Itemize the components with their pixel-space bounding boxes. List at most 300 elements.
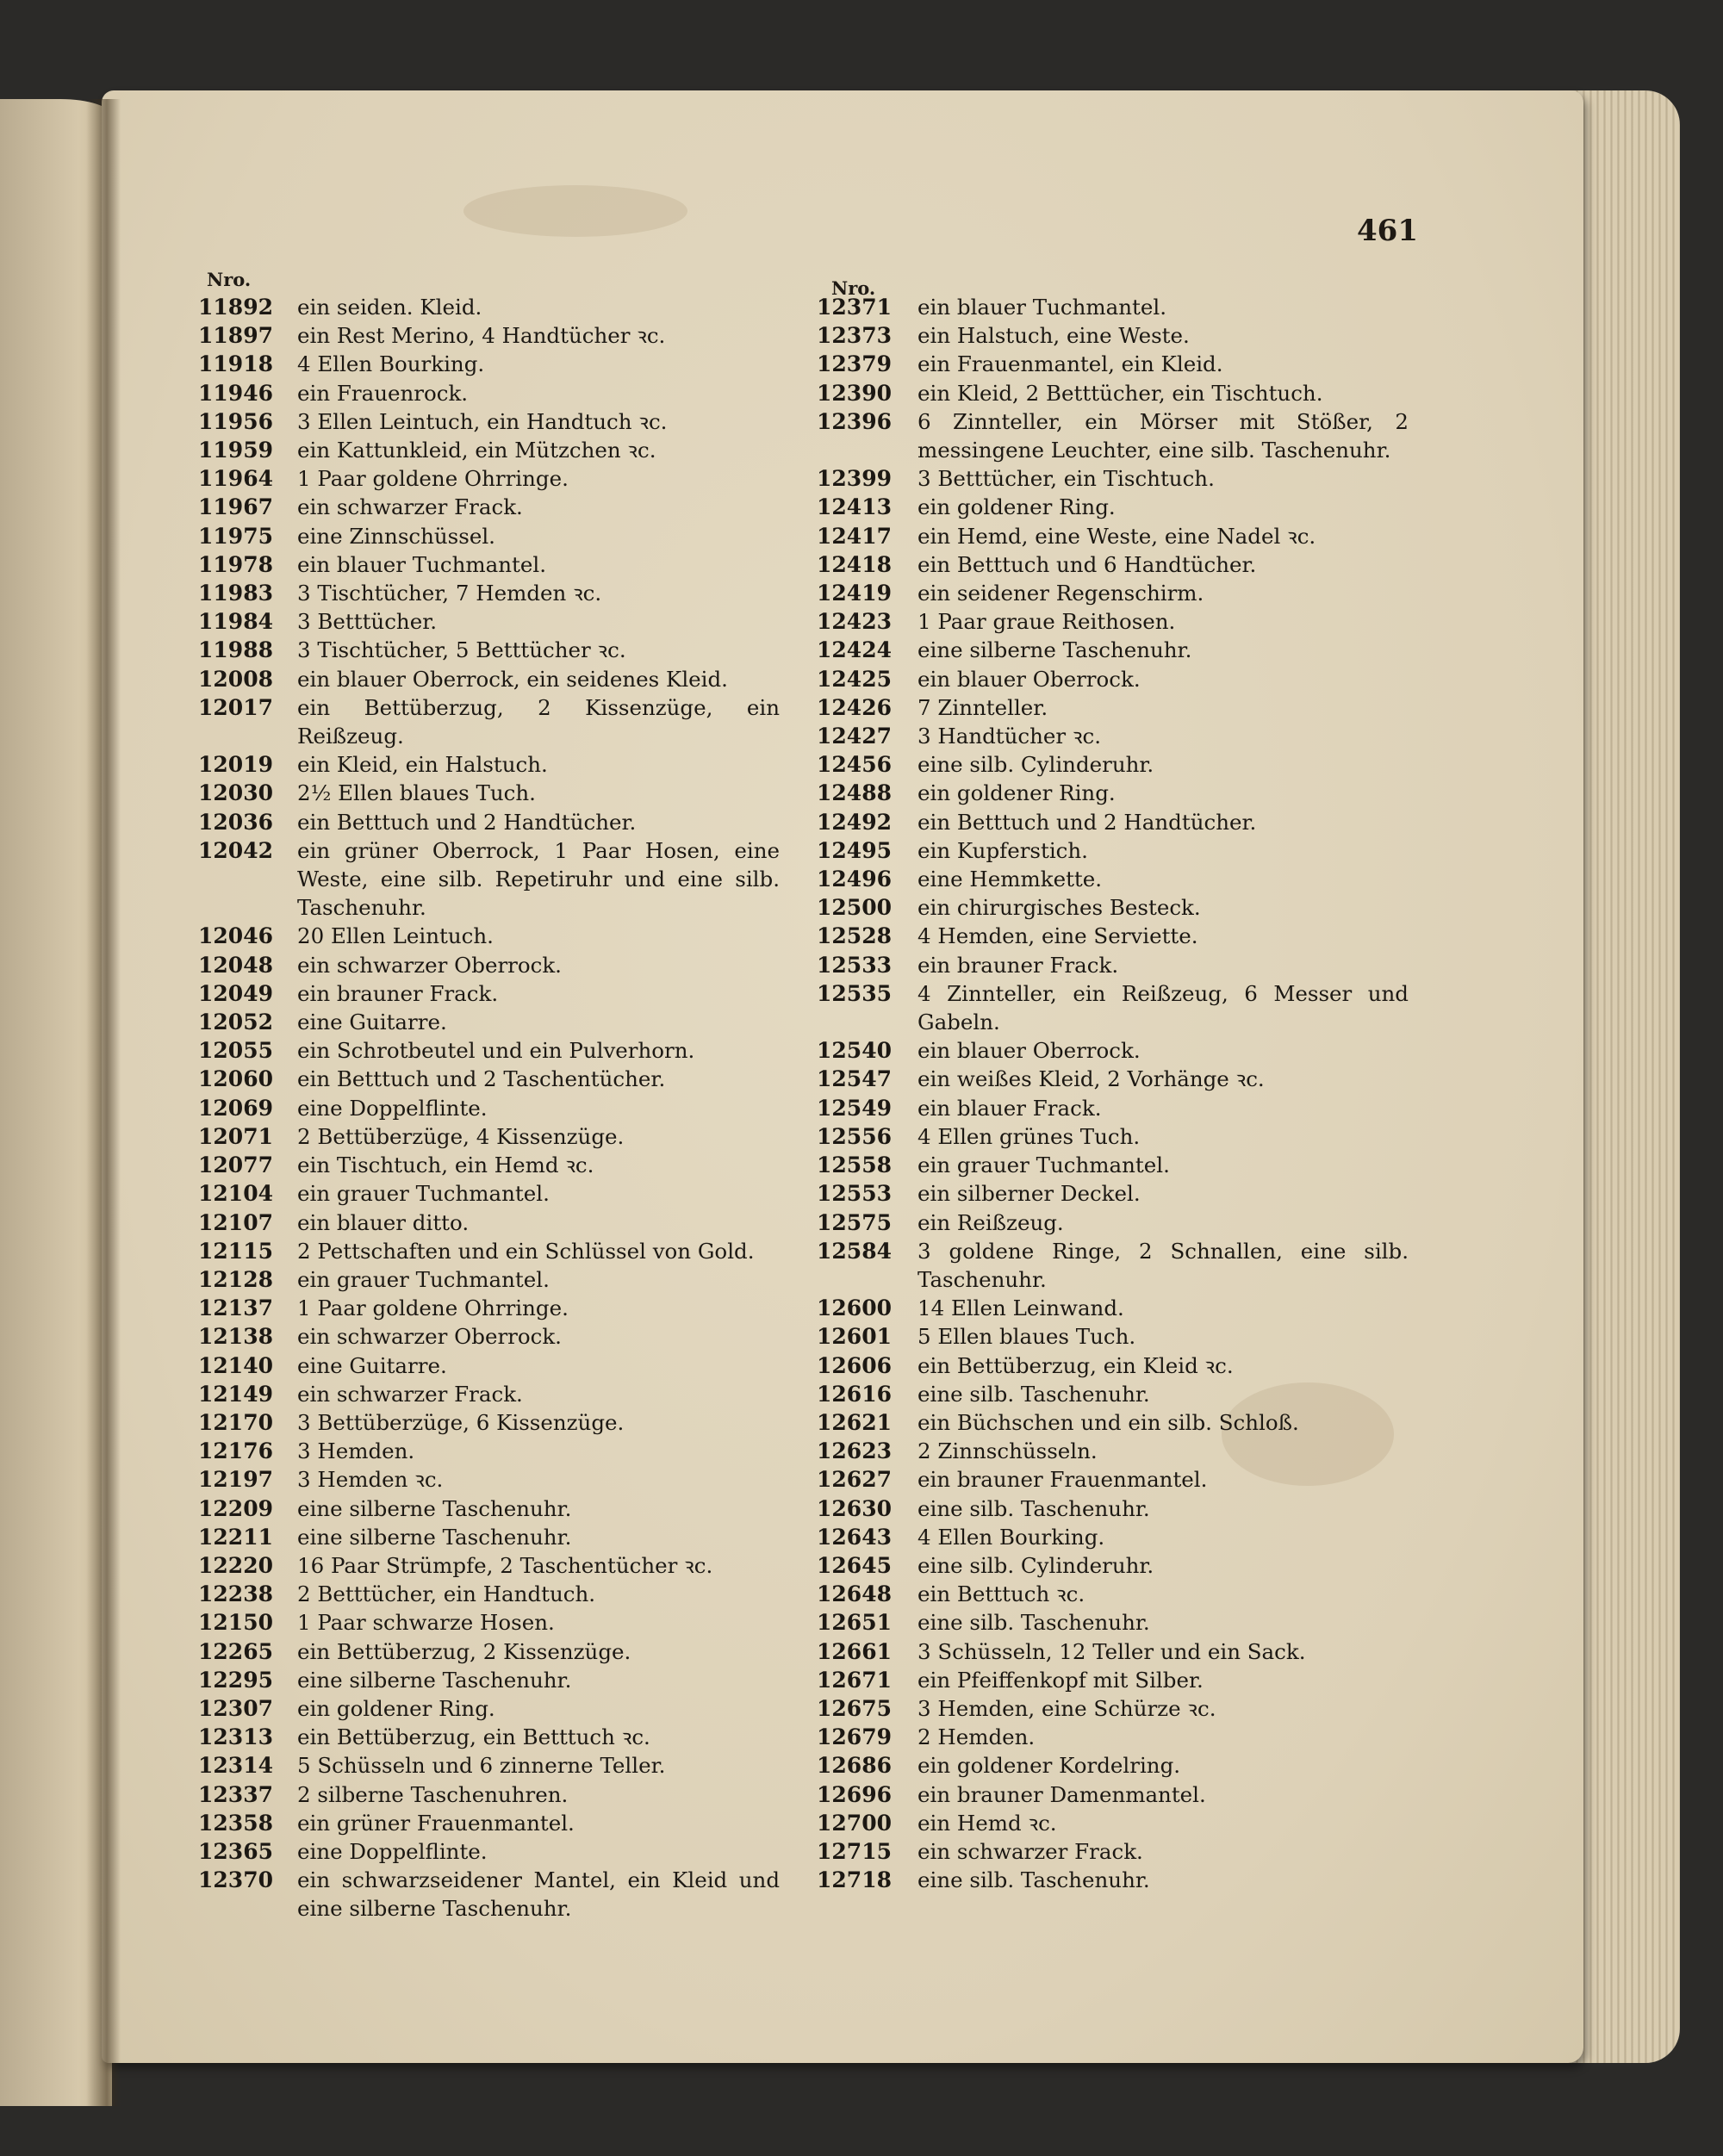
list-item [793,1780,1409,1809]
item-number: 12419 [817,581,892,606]
list-item [793,1694,1409,1723]
item-description: ein blauer Tuchmantel. [297,551,547,577]
item-number: 12556 [817,1123,892,1149]
list-item [177,1408,780,1437]
item-number: 12399 [817,466,892,492]
item-description: 3 Tischtücher, 7 Hemden ꝛc. [297,581,602,606]
list-item [793,579,1409,607]
item-number: 12370 [198,1867,273,1893]
item-description: ein blauer Oberrock. [917,1038,1141,1064]
list-item [793,1809,1409,1837]
item-number: 12616 [817,1381,892,1407]
item-description: eine silb. Cylinderuhr. [917,752,1154,778]
item-description: ein schwarzer Frack. [297,1381,523,1407]
item-description: ein grauer Tuchmantel. [917,1153,1170,1178]
item-description: 3 Schüsseln, 12 Teller und ein Sack. [917,1638,1306,1664]
item-description: 7 Zinnteller. [917,694,1048,720]
item-number: 12426 [817,694,892,720]
list-item [793,1294,1409,1322]
list-item [793,1523,1409,1551]
item-description: ein grüner Frauenmantel. [297,1810,575,1836]
item-description: ein grauer Tuchmantel. [297,1266,550,1292]
item-description: ein schwarzer Frack. [297,494,523,520]
item-description: 3 goldene Ringe, 2 Schnallen, eine silb. Taschenuhr. [917,1238,1409,1292]
list-item [793,1065,1409,1093]
item-description: ein silberner Deckel. [917,1181,1141,1207]
item-description: 3 Tischtücher, 5 Betttücher ꝛc. [297,637,626,663]
item-description: ein Betttuch und 6 Handtücher. [917,551,1257,577]
item-number: 12295 [198,1667,273,1693]
item-description: ein Betttuch und 2 Handtücher. [917,809,1257,835]
list-item [177,1294,780,1322]
item-number: 12547 [817,1066,892,1092]
item-number: 12048 [198,952,273,978]
list-item [793,1408,1409,1437]
item-description: eine silberne Taschenuhr. [917,637,1192,663]
item-number: 12425 [817,666,892,692]
item-description: ein blauer Oberrock, ein seidenes Kleid. [297,666,728,692]
item-description: ein grauer Tuchmantel. [297,1181,550,1207]
item-number: 12265 [198,1638,273,1664]
item-description: ein goldener Ring. [297,1695,495,1721]
right-column-header: Nro. [831,277,876,299]
item-description: ein Hemd ꝛc. [917,1810,1057,1836]
item-number: 11988 [198,637,273,663]
list-item [793,1551,1409,1580]
item-description: 3 Hemden ꝛc. [297,1467,444,1493]
item-description: ein Büchschen und ein silb. Schloß. [917,1409,1299,1435]
list-item [177,779,780,807]
list-item [793,522,1409,550]
list-item [177,1151,780,1179]
item-description: ein brauner Damenmantel. [917,1781,1206,1807]
item-description: 4 Hemden, eine Serviette. [917,923,1198,949]
item-description: ein brauner Frack. [917,952,1119,978]
item-description: ein goldener Kordelring. [917,1753,1181,1779]
item-description: ein Reißzeug. [917,1209,1064,1235]
list-item [793,607,1409,636]
item-number: 12314 [198,1753,273,1779]
item-description: 14 Ellen Leinwand. [917,1295,1124,1321]
item-description: ein Bettüberzug, 2 Kissenzüge. [297,1638,631,1664]
item-number: 11892 [198,295,273,320]
list-item [177,1809,780,1837]
list-item [793,379,1409,407]
item-description: 2½ Ellen blaues Tuch. [297,780,536,806]
list-item [793,1380,1409,1408]
item-description: ein Pfeiffenkopf mit Silber. [917,1667,1204,1693]
item-description: eine silb. Taschenuhr. [917,1610,1150,1636]
paper-stain [463,185,687,237]
item-description: 20 Ellen Leintuch. [297,923,494,949]
item-description: ein seidener Regenschirm. [917,581,1204,606]
list-item [177,1208,780,1237]
item-description: ein Hemd, eine Weste, eine Nadel ꝛc. [917,523,1316,549]
item-number: 12671 [817,1667,892,1693]
list-item [177,1780,780,1809]
item-number: 12535 [817,980,892,1006]
list-item [177,1008,780,1036]
item-description: ein Schrotbeutel und ein Pulverhorn. [297,1038,695,1064]
list-item [793,1608,1409,1637]
item-number: 12601 [817,1324,892,1350]
list-item [793,1351,1409,1380]
item-description: ein Tischtuch, ein Hemd ꝛc. [297,1153,594,1178]
item-description: ein goldener Ring. [917,780,1116,806]
item-number: 12456 [817,752,892,778]
item-number: 11946 [198,380,273,406]
item-number: 12307 [198,1695,273,1721]
list-item [793,836,1409,865]
item-description: ein goldener Ring. [917,494,1116,520]
item-description: ein blauer ditto. [297,1209,470,1235]
item-number: 12553 [817,1181,892,1207]
item-number: 12052 [198,1010,273,1035]
item-number: 11918 [198,351,273,377]
item-number: 12060 [198,1066,273,1092]
item-number: 12686 [817,1753,892,1779]
list-item [177,1694,780,1723]
item-number: 12679 [817,1724,892,1750]
list-item [177,1036,780,1065]
item-description: ein Bettüberzug, ein Kleid ꝛc. [917,1352,1234,1378]
list-item [177,636,780,664]
list-item [793,407,1409,464]
item-description: 2 silberne Taschenuhren. [297,1781,569,1807]
item-description: eine Guitarre. [297,1352,447,1378]
item-description: 5 Schüsseln und 6 zinnerne Teller. [297,1753,666,1779]
item-number: 11984 [198,609,273,635]
list-item [177,1437,780,1465]
item-number: 12424 [817,637,892,663]
list-item [177,1380,780,1408]
list-item [793,750,1409,779]
list-item [793,693,1409,722]
item-number: 12137 [198,1295,273,1321]
item-number: 12600 [817,1295,892,1321]
list-item [793,1036,1409,1065]
list-item [177,350,780,378]
item-description: eine Doppelflinte. [297,1095,488,1121]
list-item [177,550,780,579]
list-item [177,665,780,693]
item-description: eine silb. Cylinderuhr. [917,1552,1154,1578]
list-item [793,808,1409,836]
item-number: 12140 [198,1352,273,1378]
item-number: 12150 [198,1610,273,1636]
list-item [793,550,1409,579]
list-item [177,464,780,493]
item-number: 12176 [198,1438,273,1464]
item-description: ein Betttuch und 2 Handtücher. [297,809,637,835]
item-number: 11964 [198,466,273,492]
item-description: 4 Ellen grünes Tuch. [917,1123,1141,1149]
list-item [177,1608,780,1637]
item-description: 3 Handtücher ꝛc. [917,724,1102,749]
item-description: ein Kleid, ein Halstuch. [297,752,548,778]
item-description: eine silb. Taschenuhr. [917,1381,1150,1407]
list-item [793,1837,1409,1866]
item-number: 12661 [817,1638,892,1664]
item-number: 12358 [198,1810,273,1836]
item-number: 12371 [817,295,892,320]
item-number: 12488 [817,780,892,806]
item-number: 12238 [198,1581,273,1607]
item-description: ein Betttuch ꝛc. [917,1581,1085,1607]
item-number: 12128 [198,1266,273,1292]
item-description: ein Bettüberzug, 2 Kissenzüge, ein Reißzeug. [297,694,780,749]
page-number: 461 [1357,214,1418,248]
item-number: 12149 [198,1381,273,1407]
item-number: 11967 [198,494,273,520]
list-item [793,893,1409,922]
list-item [793,1580,1409,1608]
list-item [793,979,1409,1036]
list-item [793,1122,1409,1151]
list-item [793,1094,1409,1122]
list-item [177,579,780,607]
item-number: 12718 [817,1867,892,1893]
list-item [177,1551,780,1580]
item-description: ein Halstuch, eine Weste. [917,323,1190,349]
list-item [177,321,780,350]
item-number: 12019 [198,752,273,778]
list-item [793,1494,1409,1523]
item-description: 3 Betttücher, ein Tischtuch. [917,466,1215,492]
list-item [793,1322,1409,1351]
item-number: 11959 [198,438,273,463]
list-item [177,379,780,407]
list-item [793,1151,1409,1179]
item-description: eine Doppelflinte. [297,1838,488,1864]
list-item [793,779,1409,807]
item-number: 12496 [817,867,892,892]
item-number: 12630 [817,1495,892,1521]
item-description: ein schwarzer Oberrock. [297,1324,562,1350]
list-item [177,1322,780,1351]
item-description: 3 Hemden, eine Schürze ꝛc. [917,1695,1216,1721]
item-number: 12379 [817,351,892,377]
item-number: 12584 [817,1238,892,1264]
item-description: 16 Paar Strümpfe, 2 Taschentücher ꝛc. [297,1552,713,1578]
item-number: 12211 [198,1524,273,1550]
list-item [793,493,1409,521]
item-description: 1 Paar goldene Ohrringe. [297,466,569,492]
item-description: 2 Hemden. [917,1724,1036,1750]
list-item [177,979,780,1008]
list-item [177,1179,780,1208]
list-item [177,1065,780,1093]
item-number: 12427 [817,724,892,749]
list-item [177,750,780,779]
list-item [177,1866,780,1923]
item-number: 12606 [817,1352,892,1378]
list-item [177,607,780,636]
list-item [793,665,1409,693]
item-number: 12675 [817,1695,892,1721]
list-item [793,1751,1409,1780]
book-gutter [86,99,121,2106]
item-description: 2 Zinnschüsseln. [917,1438,1098,1464]
item-number: 12030 [198,780,273,806]
item-description: eine silb. Taschenuhr. [917,1495,1150,1521]
list-item [793,1866,1409,1894]
item-description: ein blauer Oberrock. [917,666,1141,692]
list-item [793,1208,1409,1237]
item-description: ein Kleid, 2 Betttücher, ein Tischtuch. [917,380,1323,406]
item-number: 12621 [817,1409,892,1435]
list-item [793,1437,1409,1465]
item-number: 12396 [817,408,892,434]
item-description: ein Kupferstich. [917,837,1088,863]
list-item [177,1351,780,1380]
item-description: 3 Betttücher. [297,609,438,635]
list-item [177,1723,780,1751]
list-item [177,1094,780,1122]
list-item [793,1637,1409,1666]
list-item [793,350,1409,378]
list-item [177,951,780,979]
item-number: 12313 [198,1724,273,1750]
item-number: 12423 [817,609,892,635]
list-item [793,1179,1409,1208]
item-description: eine silb. Taschenuhr. [917,1867,1150,1893]
list-item [793,722,1409,750]
item-number: 12017 [198,694,273,720]
item-number: 12046 [198,923,273,949]
item-description: ein schwarzer Oberrock. [297,952,562,978]
list-item [177,1523,780,1551]
list-item [177,1666,780,1694]
item-description: 6 Zinnteller, ein Mörser mit Stößer, 2 messingene Leuchter, eine silb. Taschenuhr. [917,408,1409,463]
right-column-list [793,293,1409,1894]
item-number: 11975 [198,523,273,549]
item-number: 11897 [198,323,273,349]
item-number: 12540 [817,1038,892,1064]
list-item [177,493,780,521]
item-description: ein brauner Frauenmantel. [917,1467,1208,1493]
item-description: eine silberne Taschenuhr. [297,1495,572,1521]
item-number: 12209 [198,1495,273,1521]
list-item [793,951,1409,979]
list-item [793,636,1409,664]
item-number: 12643 [817,1524,892,1550]
item-number: 12008 [198,666,273,692]
item-number: 12651 [817,1610,892,1636]
list-item [793,1666,1409,1694]
item-number: 12413 [817,494,892,520]
list-item [177,1465,780,1494]
item-description: eine Zinnschüssel. [297,523,495,549]
item-number: 11983 [198,581,273,606]
item-description: ein Bettüberzug, ein Betttuch ꝛc. [297,1724,650,1750]
item-number: 12418 [817,551,892,577]
item-number: 12138 [198,1324,273,1350]
item-number: 12533 [817,952,892,978]
item-number: 12115 [198,1238,273,1264]
list-item [793,1465,1409,1494]
item-description: ein blauer Tuchmantel. [917,295,1167,320]
list-item [177,836,780,923]
item-number: 12645 [817,1552,892,1578]
item-description: ein weißes Kleid, 2 Vorhänge ꝛc. [917,1066,1265,1092]
item-number: 12337 [198,1781,273,1807]
item-number: 11956 [198,408,273,434]
item-description: 2 Betttücher, ein Handtuch. [297,1581,596,1607]
list-item [177,436,780,464]
item-number: 12495 [817,837,892,863]
item-description: 2 Pettschaften und ein Schlüssel von Gold. [297,1238,755,1264]
list-item [177,1122,780,1151]
list-item [177,1637,780,1666]
item-number: 12104 [198,1181,273,1207]
item-number: 12077 [198,1153,273,1178]
list-item [793,1237,1409,1294]
item-number: 12071 [198,1123,273,1149]
item-number: 12549 [817,1095,892,1121]
item-description: ein Frauenrock. [297,380,469,406]
item-number: 12575 [817,1209,892,1235]
item-number: 12623 [817,1438,892,1464]
item-description: ein chirurgisches Besteck. [917,895,1201,921]
list-item [177,1837,780,1866]
list-item [177,522,780,550]
list-item [793,1723,1409,1751]
item-description: 5 Ellen blaues Tuch. [917,1324,1136,1350]
item-description: 2 Bettüberzüge, 4 Kissenzüge. [297,1123,625,1149]
item-number: 12036 [198,809,273,835]
left-column-header: Nro. [207,269,252,290]
list-item [177,808,780,836]
item-description: 3 Ellen Leintuch, ein Handtuch ꝛc. [297,408,668,434]
list-item [177,1580,780,1608]
list-item [793,293,1409,321]
item-number: 12365 [198,1838,273,1864]
list-item [793,865,1409,893]
item-number: 12055 [198,1038,273,1064]
list-item [177,1751,780,1780]
item-number: 11978 [198,551,273,577]
item-number: 12220 [198,1552,273,1578]
item-description: ein schwarzer Frack. [917,1838,1143,1864]
list-item [177,1494,780,1523]
item-description: eine silberne Taschenuhr. [297,1667,572,1693]
item-description: 4 Ellen Bourking. [297,351,485,377]
list-item [793,321,1409,350]
item-number: 12500 [817,895,892,921]
item-description: ein grüner Oberrock, 1 Paar Hosen, eine Weste, eine silb. Repetiruhr und eine silb. Taschenuhr. [297,837,780,921]
list-item [177,407,780,436]
item-number: 12049 [198,980,273,1006]
item-number: 12700 [817,1810,892,1836]
item-description: 3 Hemden. [297,1438,415,1464]
item-number: 12373 [817,323,892,349]
list-item [177,1265,780,1294]
item-number: 12492 [817,809,892,835]
item-number: 12107 [198,1209,273,1235]
list-item [793,464,1409,493]
item-description: ein Kattunkleid, ein Mützchen ꝛc. [297,438,656,463]
item-description: ein brauner Frack. [297,980,499,1006]
item-number: 12648 [817,1581,892,1607]
item-description: ein seiden. Kleid. [297,295,482,320]
item-number: 12417 [817,523,892,549]
list-item [177,293,780,321]
item-number: 12715 [817,1838,892,1864]
list-item [177,922,780,950]
item-description: 1 Paar graue Reithosen. [917,609,1176,635]
item-number: 12390 [817,380,892,406]
